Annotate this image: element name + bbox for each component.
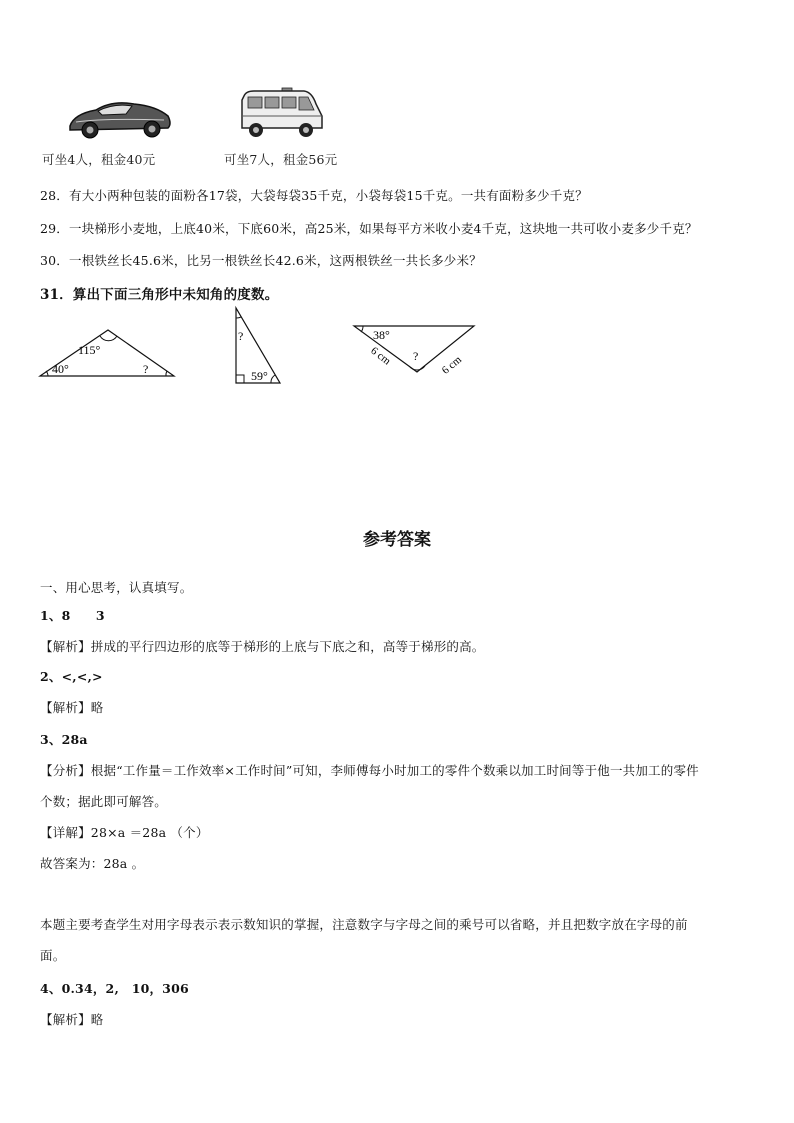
- t3-right-side: 6 cm: [439, 353, 465, 377]
- answer-line: 面。: [40, 948, 66, 963]
- question-29: [40, 219, 698, 237]
- question-text: 一块梯形小麦地，上底40米，下底60米，高25米，如果每平方米收小麦4千克，这块地一共可收小麦多少千克？: [69, 221, 698, 236]
- triangles-figure: [30, 300, 500, 400]
- t3-bottom-angle: ?: [413, 349, 419, 363]
- question-text: 算出下面三角形中未知角的度数。: [72, 287, 279, 303]
- t2-top-angle: ?: [238, 329, 244, 343]
- t1-right-angle: ?: [143, 362, 149, 376]
- triangle-3: [354, 326, 474, 377]
- minibus-image: [238, 86, 326, 142]
- question-text: 一根铁丝长45.6米，比另一根铁丝长42.6米，这两根铁丝一共长多少米？: [69, 253, 482, 268]
- vehicle-caption-car: 可坐4人，租金40元: [42, 152, 156, 167]
- answer-line: 【分析】根据“工作量＝工作效率×工作时间”可知，李师傅每小时加工的零件个数乘以加工时间等于他一共加工的零件: [40, 763, 699, 778]
- answer-line: 【详解】28×a ＝28a （个）: [40, 825, 209, 840]
- answer-line: 本题主要考查学生对用字母表示表示数知识的掌握，注意数字与字母之间的乘号可以省略，并且把数字放在字母的前: [40, 917, 688, 932]
- answers-section: 一、用心思考，认真填写。: [40, 580, 193, 595]
- answers-title: 参考答案: [363, 530, 431, 550]
- answer-line: 【解析】略: [40, 1012, 104, 1027]
- question-number: 31．: [40, 287, 73, 303]
- sports-car-icon: [64, 96, 174, 142]
- question-30: [40, 251, 482, 269]
- t3-left-angle: 38°: [373, 328, 390, 342]
- t3-left-side: 6 cm: [368, 344, 393, 368]
- t1-top-angle: 115°: [78, 343, 101, 357]
- question-number: 28．: [40, 188, 70, 203]
- t2-bottom-angle: 59°: [251, 369, 268, 383]
- answer-line: 故答案为：28a 。: [40, 856, 145, 871]
- triangle-2: [236, 308, 280, 383]
- answer-line: 3、28a: [40, 732, 88, 747]
- answer-line: 【解析】拼成的平行四边形的底等于梯形的上底与下底之和，高等于梯形的高。: [40, 639, 485, 654]
- minibus-icon: [238, 86, 326, 142]
- vehicle-caption-bus: 可坐7人，租金56元: [224, 152, 338, 167]
- answer-line: 【解析】略: [40, 700, 104, 715]
- question-text: 有大小两种包装的面粉各17袋，大袋每袋35千克，小袋每袋15千克。一共有面粉多少千克？: [69, 188, 588, 203]
- question-28: [40, 186, 588, 204]
- answer-line: 个数；据此即可解答。: [40, 794, 168, 809]
- answer-line: 1、8 3: [40, 608, 105, 623]
- triangle-1: [40, 330, 174, 376]
- t1-left-angle: 40°: [52, 362, 69, 376]
- answer-line: 4、0.34，2, 10，306: [40, 981, 189, 996]
- sports-car-image: [64, 96, 174, 142]
- question-number: 29．: [40, 221, 70, 236]
- answer-line: 2、<,<,>: [40, 669, 103, 684]
- question-number: 30．: [40, 253, 70, 268]
